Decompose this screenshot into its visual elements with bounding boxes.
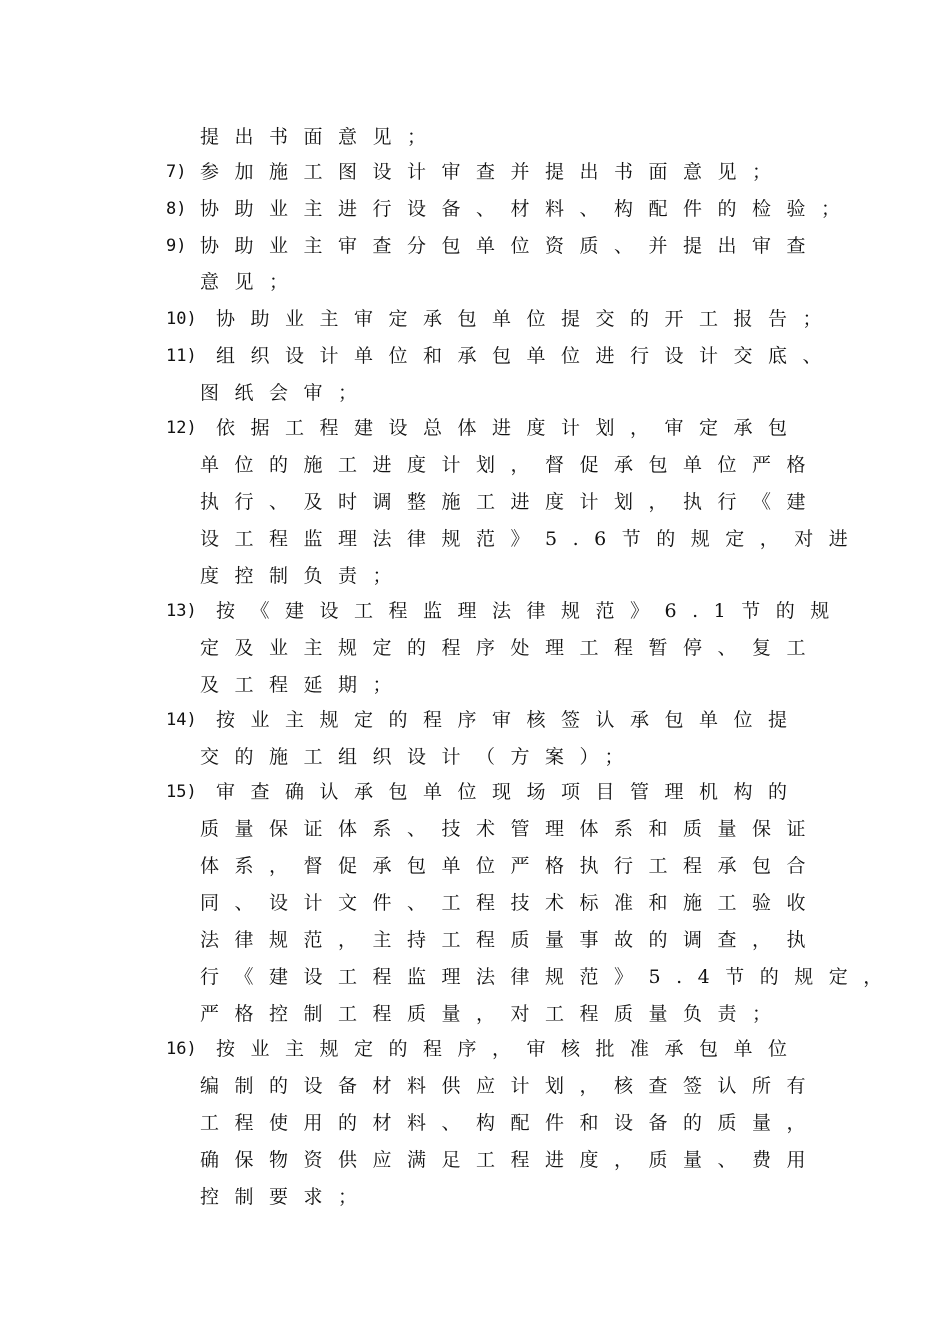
line-text: 执行、及时调整施工进度计划，执行《建 bbox=[200, 491, 822, 513]
item-number: 12) bbox=[166, 418, 197, 438]
line-text: 定及业主规定的程序处理工程暂停、复工 bbox=[200, 637, 822, 659]
line-text: 交的施工组织设计（方案）； bbox=[200, 746, 640, 768]
line-text: 工程使用的材料、构配件和设备的质量， bbox=[200, 1112, 822, 1134]
line-text: 协助业主审查分包单位资质、并提出审查 bbox=[200, 235, 822, 257]
line-text: 控制要求； bbox=[200, 1186, 373, 1208]
item-number: 15) bbox=[166, 782, 197, 802]
line-text: 图纸会审； bbox=[200, 382, 373, 404]
line-text: 参加施工图设计审查并提出书面意见； bbox=[200, 161, 787, 183]
line-text: 协助业主进行设备、材料、构配件的检验； bbox=[200, 198, 856, 220]
line-text: 严格控制工程质量，对工程质量负责； bbox=[200, 1003, 787, 1025]
item-number: 7) bbox=[166, 162, 187, 182]
item-number: 13) bbox=[166, 601, 197, 621]
line-text: 编制的设备材料供应计划，核查签认所有 bbox=[200, 1075, 822, 1097]
line-text: 按业主规定的程序审核签认承包单位提 bbox=[216, 709, 803, 731]
line-text: 法律规范，主持工程质量事故的调查，执 bbox=[200, 929, 822, 951]
line-text: 组织设计单位和承包单位进行设计交底、 bbox=[216, 345, 838, 367]
item-number: 8) bbox=[166, 199, 187, 219]
line-text: 同、设计文件、工程技术标准和施工验收 bbox=[200, 892, 822, 914]
line-text: 按《建设工程监理法律规范》6.1节的规 bbox=[216, 600, 845, 622]
line-text: 设工程监理法律规范》5.6节的规定，对进 bbox=[200, 528, 864, 550]
line-text: 行《建设工程监理法律规范》5.4节的规定， bbox=[200, 966, 898, 988]
line-text: 确保物资供应满足工程进度，质量、费用 bbox=[200, 1149, 822, 1171]
line-text: 及工程延期； bbox=[200, 674, 408, 696]
item-number: 10) bbox=[166, 309, 197, 329]
item-number: 9) bbox=[166, 236, 187, 256]
item-number: 16) bbox=[166, 1039, 197, 1059]
line-text: 度控制负责； bbox=[200, 565, 408, 587]
line-text: 意见； bbox=[200, 271, 304, 293]
line-text: 体系，督促承包单位严格执行工程承包合 bbox=[200, 855, 822, 877]
line-text: 提出书面意见； bbox=[200, 126, 442, 148]
line-text: 审查确认承包单位现场项目管理机构的 bbox=[216, 781, 803, 803]
line-text: 按业主规定的程序，审核批准承包单位 bbox=[216, 1038, 803, 1060]
line-text: 依据工程建设总体进度计划，审定承包 bbox=[216, 417, 803, 439]
item-number: 14) bbox=[166, 710, 197, 730]
line-text: 协助业主审定承包单位提交的开工报告； bbox=[216, 308, 838, 330]
item-number: 11) bbox=[166, 346, 197, 366]
line-text: 单位的施工进度计划，督促承包单位严格 bbox=[200, 454, 822, 476]
line-text: 质量保证体系、技术管理体系和质量保证 bbox=[200, 818, 822, 840]
